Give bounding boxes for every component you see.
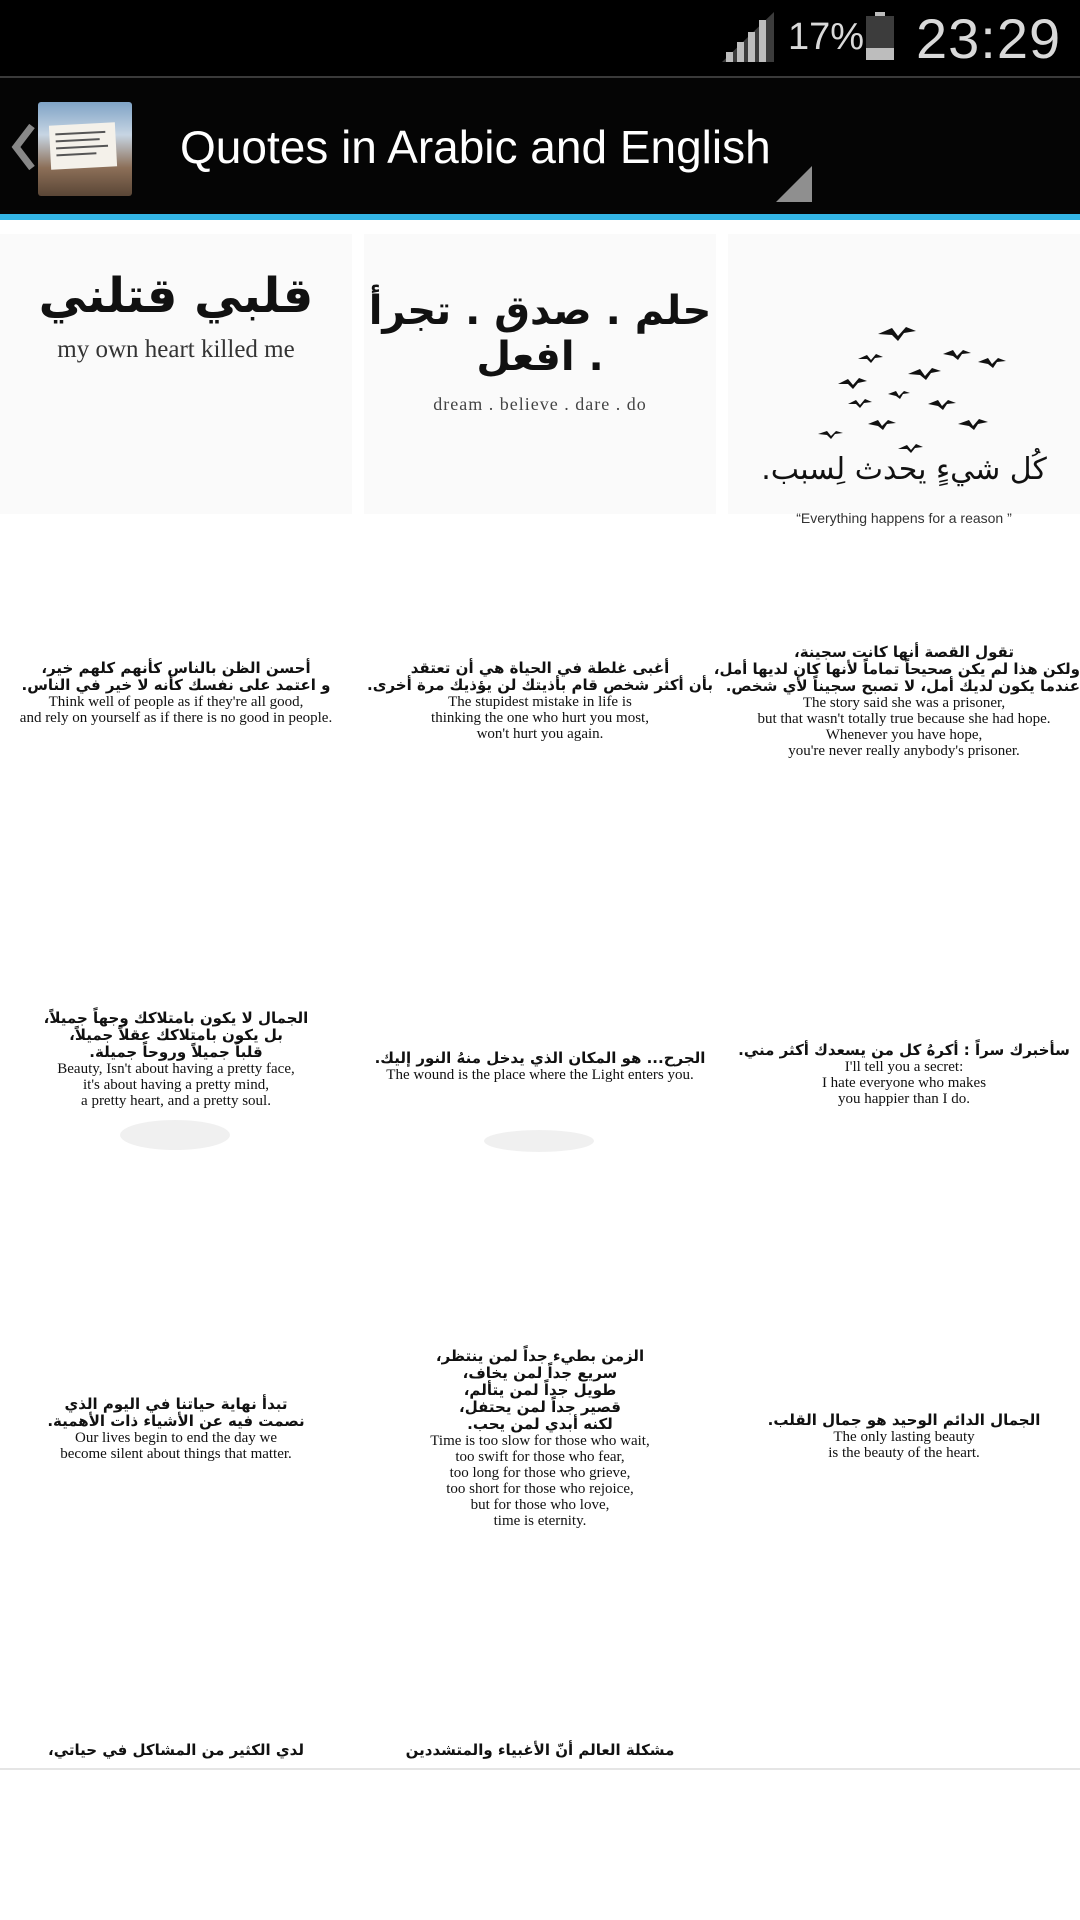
quote-tile[interactable] <box>0 234 352 514</box>
quote-tile[interactable] <box>0 1396 352 1506</box>
app-icon-paper <box>49 122 117 169</box>
english-text: The only lasting beauty is the beauty of the heart. <box>828 1429 980 1461</box>
arabic-text: الجمال الدائم الوحيد هو جمال القلب. <box>767 1411 1041 1429</box>
quote-tile[interactable] <box>728 234 1080 526</box>
quote-tile[interactable] <box>0 660 352 800</box>
arabic-text: قلبي قتلني <box>38 268 314 324</box>
arabic-text: كُل شيءٍ يحدث لِسبب. <box>761 452 1047 487</box>
clock: 23:29 <box>916 7 1062 70</box>
english-text: Our lives begin to end the day we become silent about things that matter. <box>60 1430 292 1462</box>
quote-tile[interactable] <box>364 1050 716 1160</box>
overflow-corner-icon[interactable] <box>776 166 812 202</box>
english-text: “Everything happens for a reason ” <box>796 510 1012 526</box>
app-icon[interactable] <box>38 102 132 196</box>
quote-tile[interactable] <box>728 1412 1080 1502</box>
watermark <box>120 1120 230 1150</box>
flying-birds-illustration <box>728 234 1080 454</box>
battery-icon <box>866 12 894 60</box>
action-bar <box>0 76 1080 216</box>
english-text: The stupidest mistake in life is thinking the one who hurt you most, won't hurt you again. <box>431 694 649 742</box>
bottom-blank-area <box>0 1770 1080 1920</box>
arabic-text: لدي الكثير من المشاكل في حياتي، <box>48 1741 304 1759</box>
quote-tile[interactable] <box>728 1042 1080 1152</box>
signal-icon <box>722 12 774 62</box>
english-text: dream . believe . dare . do <box>433 394 647 414</box>
english-text: Beauty, Isn't about having a pretty face, it's about having a pretty mind, a pretty heart, and a pretty soul. <box>57 1061 295 1109</box>
english-text: Think well of people as if they're all good, and rely on yourself as if there is no good in people. <box>19 694 333 726</box>
english-text: Time is too slow for those who wait, too swift for those who fear, too long for those who grieve, too short for those who rejoice, but for those who love, time is eternity. <box>430 1433 650 1529</box>
quote-tile[interactable] <box>713 643 1080 814</box>
arabic-text: سأخبرك سراً : أكرهُ كل من يسعدك أكثر مني. <box>738 1041 1070 1059</box>
status-bar <box>0 0 1080 76</box>
quote-tile[interactable] <box>0 1742 352 1768</box>
app-title: Quotes in Arabic and English <box>180 121 771 173</box>
arabic-text: الزمن بطيء جداً لمن ينتظر، سريع جداً لمن يخاف، طويل جداً لمن يتألم، قصير جداً لمن يحتفل، لكنه أبدي لمن يحب. <box>435 1347 645 1433</box>
quote-grid <box>0 220 1080 1768</box>
arabic-text: أغبى غلطة في الحياة هي أن تعتقد بأن أكثر شخص قام بأذيتك لن يؤذيك مرة أخرى. <box>367 659 713 694</box>
arabic-text: تقول القصة أنها كانت سجينة، ولكن هذا لم يكن صحيحاً تماماً لأنها كان لديها أمل، عندما يكون لديك أمل، لا تصبح سجيناً لأي شخص. <box>713 643 1080 695</box>
quote-tile[interactable] <box>364 1742 716 1768</box>
arabic-text: حلم . صدق . تجرأ . افعل <box>368 288 712 380</box>
english-text: The wound is the place where the Light enters you. <box>386 1067 694 1083</box>
arabic-text: تبدأ نهاية حياتنا في اليوم الذي نصمت فيه عن الأشياء ذات الأهمية. <box>47 1395 305 1430</box>
quote-tile[interactable] <box>364 660 716 800</box>
quote-tile[interactable] <box>0 1010 352 1160</box>
english-text: my own heart killed me <box>57 336 295 363</box>
battery-percentage: 17% <box>788 16 865 58</box>
watermark <box>484 1130 594 1152</box>
english-text: I'll tell you a secret: I hate everyone who makes you happier than I do. <box>821 1059 987 1107</box>
arabic-text: مشكلة العالم أنّ الأغبياء والمتشددين <box>405 1741 675 1759</box>
quote-tile[interactable] <box>364 1348 716 1548</box>
quote-tile[interactable] <box>364 234 716 514</box>
arabic-text: أحسن الظن بالناس كأنهم كلهم خير، و اعتمد على نفسك كأنه لا خير في الناس. <box>21 659 331 694</box>
arabic-text: الجمال لا يكون بامتلاكك وجهاً جميلاً، بل يكون بامتلاكك عقلاً جميلاً، قلباً جميلاً وروحاً جميلة. <box>43 1009 309 1061</box>
up-arrow-icon[interactable] <box>8 122 38 172</box>
english-text: The story said she was a prisoner, but that wasn't totally true because she had hope. Whenever you have hope, you're never really anybody's prisoner. <box>757 695 1051 759</box>
arabic-text: الجرح... هو المكان الذي يدخل منهُ النور إليك. <box>374 1049 706 1067</box>
